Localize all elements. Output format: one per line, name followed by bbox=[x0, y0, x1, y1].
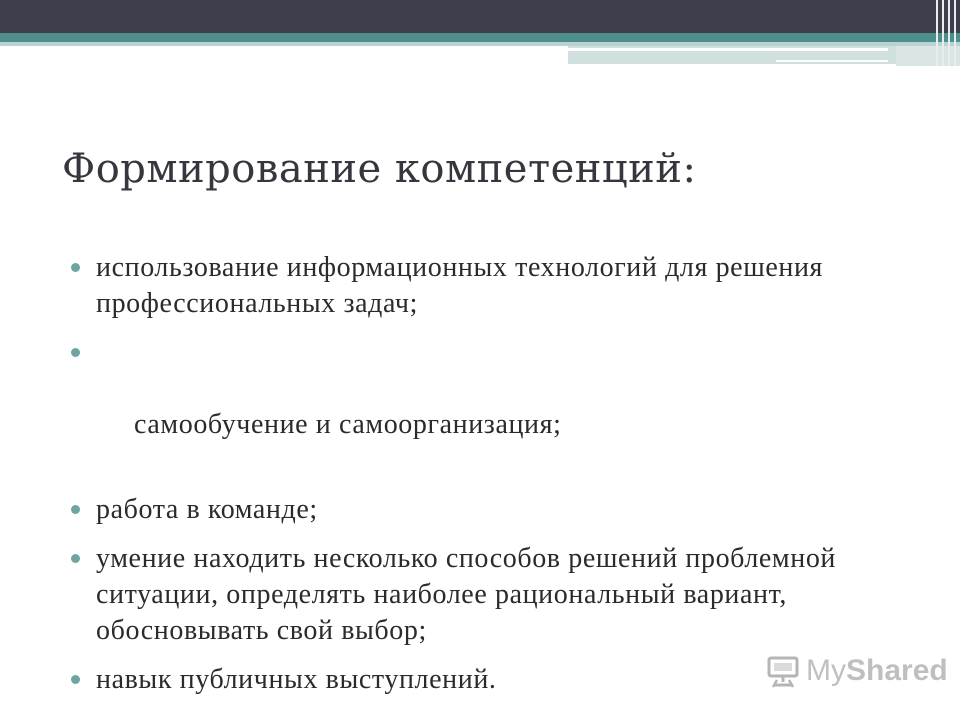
header-white-line-short bbox=[776, 60, 888, 62]
bullet-dot-icon bbox=[71, 554, 80, 563]
bullet-item bbox=[96, 250, 916, 322]
bullet-text: навык публичных выступлений. bbox=[96, 664, 497, 695]
bullet-item bbox=[96, 541, 916, 649]
bullet-dot-icon bbox=[71, 675, 80, 684]
header-white-line bbox=[568, 48, 888, 51]
bullet-dot-icon bbox=[71, 263, 80, 272]
watermark-logo bbox=[766, 654, 948, 688]
bullet-text: использование информационных технологий для решения профессиональных задач; bbox=[96, 252, 824, 319]
presentation-board-icon bbox=[766, 654, 800, 688]
bullet-text: самообучение и самоорганизация; bbox=[126, 409, 562, 440]
header-vertical-stripes bbox=[930, 0, 960, 66]
bullet-dot-icon bbox=[71, 505, 80, 514]
watermark-text: MyShared bbox=[806, 654, 948, 687]
bullet-dot-icon bbox=[71, 348, 80, 357]
slide-title: Формирование компетенций: bbox=[62, 146, 697, 192]
bullet-item bbox=[96, 492, 916, 528]
bullet-text: умение находить несколько способов решений проблемной ситуации, определять наиболее рациональный вариант, обосновывать свой выбор; bbox=[96, 543, 837, 646]
bullet-list bbox=[96, 250, 916, 711]
bullet-text: работа в команде; bbox=[96, 494, 318, 525]
header-teal-bar bbox=[0, 33, 960, 42]
bullet-item bbox=[96, 335, 916, 479]
header-dark-bar bbox=[0, 0, 960, 33]
